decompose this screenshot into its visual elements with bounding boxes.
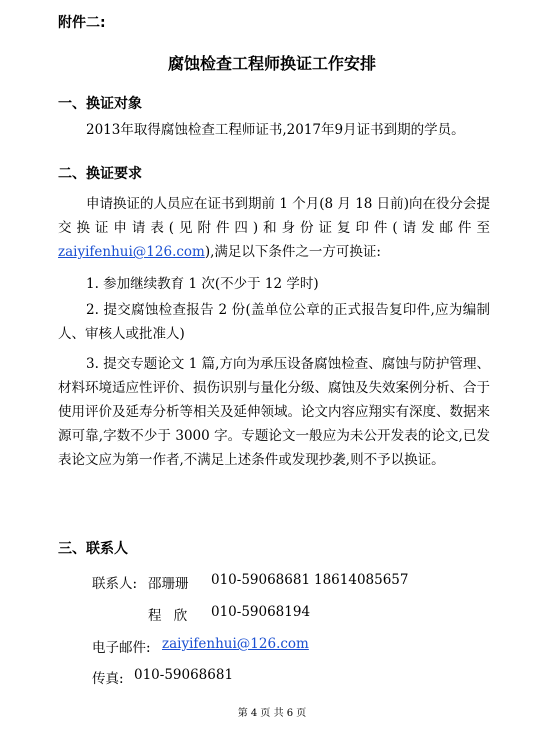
section2-intro — [58, 192, 490, 264]
contact2-name: 程 欣 — [148, 608, 192, 624]
page-footer: 第 4 页 共 6 页 — [237, 708, 307, 719]
section2-intro-a: 申请换证的人员应在证书到期前 1 个月(8 月 18 日前)向在役分会提交换证申请表(见附件四)和身份证复印件(请发邮件至 — [58, 196, 490, 236]
section1-text: 2013年取得腐蚀检查工程师证书,2017年9月证书到期的学员。 — [86, 122, 465, 138]
email-label: 电子邮件: — [92, 640, 151, 656]
contact-label: 联系人: — [92, 576, 138, 592]
fax-number: 010-59068681 — [134, 667, 234, 683]
requirement-item-3: 3. 提交专题论文 1 篇,方向为承压设备腐蚀检查、腐蚀与防护管理、材料环境适应性评价、损伤识别与量化分级、腐蚀及失效案例分析、合于使用评价及延寿分析等相关及延伸领域。论文内容应翔实有深度、数据来源可靠,字数不少于 3000 字。专题论文一般应为未公开发表的论文,已发表论文应为第一作者,不满足上述条件或发现抄袭,则不予以换证。 — [58, 356, 490, 468]
section2-intro-b: ),满足以下条件之一方可换证: — [204, 244, 381, 260]
contact-email-link[interactable]: zaiyifenhui@126.com — [162, 636, 309, 652]
section1-heading: 一、换证对象 — [58, 96, 142, 112]
section2-heading: 二、换证要求 — [58, 166, 142, 182]
section3-heading: 三、联系人 — [58, 541, 128, 557]
page-title: 腐蚀检查工程师换证工作安排 — [167, 54, 376, 73]
contact2-phone: 010-59068194 — [211, 604, 311, 620]
requirement-item-1: 1. 参加继续教育 1 次(不少于 12 学时) — [86, 276, 319, 292]
attachment-label: 附件二: — [58, 15, 106, 31]
fax-label: 传真: — [92, 671, 124, 687]
contact1-phone: 010-59068681 — [211, 572, 311, 588]
contact1-mobile: 18614085657 — [314, 572, 409, 588]
contact1-name: 邵珊珊 — [148, 576, 189, 592]
requirement-item-2: 2. 提交腐蚀检查报告 2 份(盖单位公章的正式报告复印件,应为编制人、审核人或批准人) — [58, 302, 490, 342]
email-link[interactable]: zaiyifenhui@126.com — [58, 244, 205, 260]
